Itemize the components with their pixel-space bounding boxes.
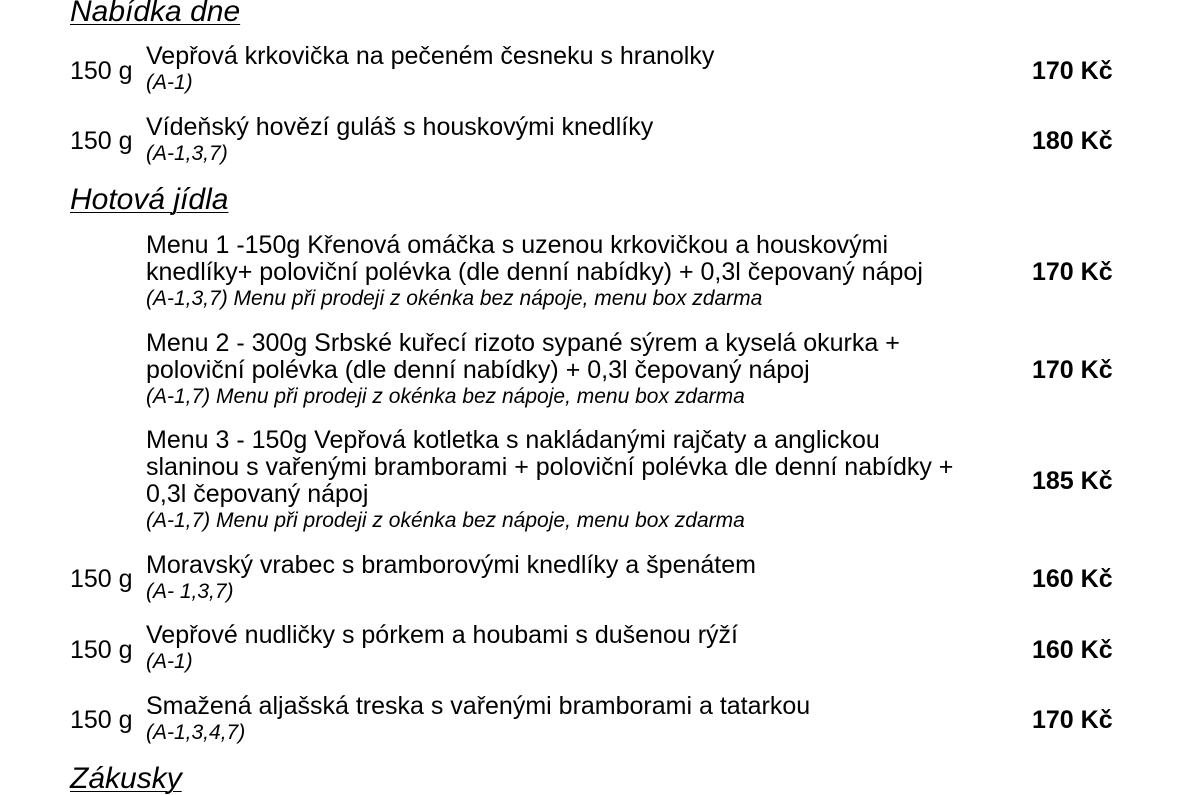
item-price: 170 Kč: [1032, 356, 1113, 384]
item-allergens: (A-1,3,4,7): [146, 721, 246, 744]
item-name: Menu 2 - 300g Srbské kuřecí rizoto sypané sýrem a kyselá okurka + poloviční polévka (dle denní nabídky) + 0,3l čepovaný nápoj: [146, 329, 900, 384]
item-allergens: (A-1,3,7): [146, 142, 228, 165]
item-weight: 150 g: [70, 636, 133, 664]
item-price: 170 Kč: [1032, 57, 1113, 85]
item-description: [146, 232, 1026, 312]
item-price: 160 Kč: [1032, 636, 1113, 664]
item-allergens: (A-1): [146, 650, 193, 673]
item-description: [146, 622, 1026, 675]
item-description: [146, 552, 1026, 605]
item-description: [146, 114, 1026, 167]
item-weight: 150 g: [70, 706, 133, 734]
item-description: [146, 330, 1026, 410]
item-name: Moravský vrabec s bramborovými knedlíky a špenátem: [146, 551, 756, 579]
item-allergens: (A-1,3,7) Menu při prodeji z okénka bez nápoje, menu box zdarma: [146, 287, 763, 310]
section-title-nabidka-dne: Nabídka dne: [70, 0, 241, 28]
item-allergens: (A-1): [146, 71, 193, 94]
item-allergens: (A- 1,3,7): [146, 580, 234, 603]
item-weight: 150 g: [70, 127, 133, 155]
section-title-hotova-jidla: Hotová jídla: [70, 183, 229, 216]
item-price: 160 Kč: [1032, 565, 1113, 593]
item-name: Vídeňský hovězí guláš s houskovými knedlíky: [146, 113, 654, 141]
item-description: [146, 43, 1026, 96]
item-description: [146, 427, 1026, 534]
section-title-zakusky: Zákusky: [70, 762, 182, 795]
item-allergens: (A-1,7) Menu při prodeji z okénka bez nápoje, menu box zdarma: [146, 509, 745, 532]
item-name: Vepřové nudličky s pórkem a houbami s dušenou rýží: [146, 621, 738, 649]
item-description: [146, 693, 1026, 746]
item-weight: 150 g: [70, 565, 133, 593]
item-weight: 150 g: [70, 57, 133, 85]
item-name: Vepřová krkovička na pečeném česneku s hranolky: [146, 42, 715, 70]
item-allergens: (A-1,7) Menu při prodeji z okénka bez nápoje, menu box zdarma: [146, 385, 745, 408]
item-name: Smažená aljašská treska s vařenými bramborami a tatarkou: [146, 692, 811, 720]
item-price: 180 Kč: [1032, 127, 1113, 155]
item-price: 170 Kč: [1032, 258, 1113, 286]
item-name: Menu 3 - 150g Vepřová kotletka s nakládanými rajčaty a anglickou slaninou s vařenými bramborami + poloviční polévka dle denní nabídky + 0,3l čepovaný nápoj: [146, 426, 954, 508]
item-price: 185 Kč: [1032, 467, 1113, 495]
item-name: Menu 1 -150g Křenová omáčka s uzenou krkovičkou a houskovými knedlíky+ poloviční polévka (dle denní nabídky) + 0,3l čepovaný nápoj: [146, 231, 923, 286]
item-price: 170 Kč: [1032, 706, 1113, 734]
